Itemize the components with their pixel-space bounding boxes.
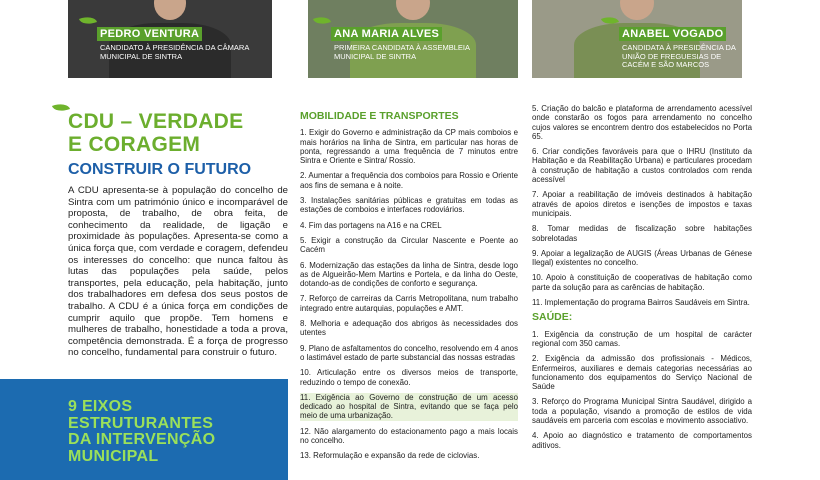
candidate-caption-3: [619, 24, 742, 70]
list-item: 10. Apoio à constituição de cooperativas de habitação como parte da solução para as carências de habitação.: [532, 273, 752, 292]
list-item: 5. Exigir a construção da Circular Nascente e Poente ao Cacém: [300, 235, 518, 255]
candidate-role: CANDIDATO À PRESIDÊNCIA DA CÂMARA MUNICIPAL DE SINTRA: [100, 43, 249, 61]
candidate-name: ANA MARIA ALVES: [331, 27, 442, 41]
band-line-2: ESTRUTURANTES: [68, 414, 214, 432]
list-item: 12. Não alargamento do estacionamento pago a mais locais no concelho.: [300, 426, 518, 446]
list-item: 5. Criação do balcão e plataforma de arrendamento acessível onde constarão os fogos para arrendamento no concelho cujos valores se encontrem dentro dos estabelecidos no Porta 65.: [532, 104, 752, 141]
headline-line-1: CDU – VERDADE: [68, 110, 244, 133]
band-title: [68, 399, 215, 465]
section-title: MOBILIDADE E TRANSPORTES: [300, 110, 459, 122]
list-item: 7. Apoiar a reabilitação de imóveis destinados à habitação através de apoios diretos e isenções de impostos e taxas municipais.: [532, 190, 752, 218]
list-item: 9. Apoiar a legalização de AUGIS (Áreas Urbanas de Génese Ilegal) existentes no concelho.: [532, 248, 752, 268]
axes-band: [0, 379, 288, 480]
candidate-caption-1: [97, 24, 250, 61]
list-item: 7. Reforço de carreiras da Carris Metropolitana, num trabalho integrado entre autarquias, populações e AMT.: [300, 294, 518, 313]
list-item: 2. Aumentar a frequência dos comboios para Rossio e Oriente aos fins de semana e à noite.: [300, 171, 518, 190]
list-item: 4. Apoio ao diagnóstico e tratamento de comportamentos aditivos.: [532, 431, 752, 450]
candidate-role: CANDIDATA À PRESIDÊNCIA DA UNIÃO DE FREGUESIAS DE CACÉM E SÃO MARCOS: [622, 43, 736, 69]
mobility-column: [300, 112, 518, 467]
candidate-name: ANABEL VOGADO: [619, 27, 726, 41]
list-item: 6. Criar condições favoráveis para que o IHRU (Instituto da Habitação e da Reabilitação Urbana) e particulares procedam à construção de habitação a custos controlados com renda acessível: [532, 147, 752, 185]
band-line-1: 9 EIXOS: [68, 398, 133, 415]
list-item: 9. Plano de asfaltamentos do concelho, resolvendo em 4 anos o lastimável estado de parte substancial das nossas estradas: [300, 343, 519, 362]
list-item: 13. Reformulação e expansão da rede de ciclovias.: [300, 451, 480, 461]
candidate-caption-2: [331, 24, 484, 61]
list-item: 3. Instalações sanitárias públicas e gratuitas em todas as estações de comboios e interfaces rodoviários.: [300, 196, 518, 215]
list-item: 1. Exigir do Governo e administração da CP mais comboios e mais horários na linha de Sintra, em particular nas horas de ponta, regressando a uma frequência de 7 minutos entre Sintra e Oriente e Sintra/ Rossio.: [300, 128, 518, 166]
band-line-4: MUNICIPAL: [68, 447, 159, 465]
list-item: 4. Fim das portagens na A16 e na CREL: [300, 220, 442, 230]
list-item: 8. Melhoria e adequação dos abrigos às necessidades dos utentes: [300, 319, 518, 338]
headline-line-2: E CORAGEM: [68, 133, 201, 156]
list-item: 8. Tomar medidas de fiscalização sobre habitações sobrelotadas: [532, 224, 752, 243]
candidate-name: PEDRO VENTURA: [97, 27, 202, 41]
list-item: 11. Implementação do programa Bairros Saudáveis em Sintra.: [532, 298, 750, 308]
headline: [68, 110, 243, 156]
list-item: 3. Reforço do Programa Municipal Sintra Saudável, dirigido a toda a população, visando a promoção de estilos de vida saudáveis em parceria com escolas e movimento associativo.: [532, 397, 752, 426]
band-line-3: DA INTERVENÇÃO: [68, 431, 216, 448]
housing-health-column: [532, 104, 752, 456]
list-item: 10. Articulação entre os diversos meios de transporte, reduzindo o tempo de conexão.: [300, 368, 518, 387]
list-item: 2. Exigência da admissão dos profissionais - Médicos, Enfermeiros, auxiliares e demais categorias necessárias ao funcionamento dos equipamentos do Serviço Nacional de Saúde: [532, 354, 752, 392]
subheadline: CONSTRUIR O FUTURO: [68, 161, 252, 178]
list-item: 6. Modernização das estações da linha de Sintra, desde logo as de Algueirão-Mem Martins e Portela, e da linha do Oeste, dotando-as de condições de conforto e segurança.: [300, 260, 518, 289]
candidate-role: PRIMEIRA CANDIDATA À ASSEMBLEIA MUNICIPAL DE SINTRA: [334, 43, 470, 61]
intro-text: A CDU apresenta-se à população do concelho de Sintra com um património único e incomparável de proposta, de trabalho, de obra feita, de conhecimento da realidade, de ligação e proximidade às populações. Apresenta-se como a única força que, com verdade e coragem, defendeu os interesses do concelho: que nunca faltou às lutas das populações pela saúde, pelos transportes, pela educação, pela habitação, junto dos trabalhadores em defesa dos seus postos de trabalho. A CDU é a única força em condições de cumprir aquilo que propõe. Tem homens e mulheres de trabalho, honestidade a toda a prova, competência demonstrada. É a força de progresso no concelho, fundamental para construir o futuro.: [68, 185, 288, 359]
list-item: 11. Exigência ao Governo de construção de um acesso dedicado ao hospital de Sintra, evitando que se faça pelo meio de uma urbanização.: [300, 392, 518, 421]
list-item: 1. Exigência da construção de um hospital de carácter regional com 350 camas.: [532, 329, 752, 348]
section-title: SAÚDE:: [532, 311, 573, 324]
